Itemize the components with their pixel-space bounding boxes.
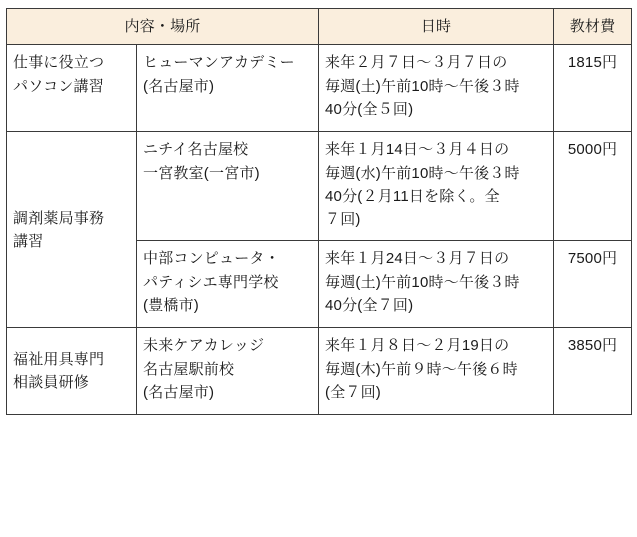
course-date-cell xyxy=(319,45,554,132)
course-date-line: 毎週(土)午前10時〜午後３時 xyxy=(325,77,520,95)
course-place-line: 名古屋駅前校 xyxy=(143,360,235,378)
course-fee-cell: 3850円 xyxy=(554,328,632,415)
table-row xyxy=(7,132,632,241)
course-place-line: ヒューマンアカデミー xyxy=(143,54,295,72)
course-date-line: 毎週(水)午前10時〜午後３時 xyxy=(325,164,520,182)
table-row xyxy=(7,328,632,415)
course-place-line: (豊橋市) xyxy=(143,296,199,314)
course-name-cell xyxy=(7,328,137,415)
course-date-line: 40分(２月11日を除く。全 xyxy=(325,187,500,205)
course-place-line: ニチイ名古屋校 xyxy=(143,141,249,159)
table-header xyxy=(7,9,632,45)
course-date-line: 毎週(土)午前10時〜午後３時 xyxy=(325,273,520,291)
course-date-line: 40分(全５回) xyxy=(325,100,414,118)
course-date-line: 来年１月８日〜２月19日の xyxy=(325,337,510,355)
course-name-line: 福祉用具専門 xyxy=(13,351,105,368)
course-date-line: (全７回) xyxy=(325,383,382,401)
course-name-line: 仕事に役立つ xyxy=(13,54,105,72)
course-date-cell xyxy=(319,132,554,241)
column-header-fee: 教材費 xyxy=(554,9,632,45)
course-date-line: 毎週(木)午前９時〜午後６時 xyxy=(325,360,518,378)
course-place-cell xyxy=(137,132,319,241)
course-place-line: 未来ケアカレッジ xyxy=(143,337,265,355)
course-place-cell xyxy=(137,45,319,132)
course-date-line: 来年１月24日〜３月７日の xyxy=(325,250,510,268)
course-name-line: 調剤薬局事務 xyxy=(13,209,105,227)
course-name-line: パソコン講習 xyxy=(13,77,104,95)
course-date-cell xyxy=(319,241,554,328)
table-row xyxy=(7,45,632,132)
course-place-line: 一宮教室(一宮市) xyxy=(143,164,260,182)
column-header-content-place: 内容・場所 xyxy=(7,9,319,45)
course-place-cell xyxy=(137,241,319,328)
course-place-line: (名古屋市) xyxy=(143,77,215,95)
column-header-datetime: 日時 xyxy=(319,9,554,45)
course-date-line: 来年１月14日〜３月４日の xyxy=(325,141,510,159)
course-date-line: 来年２月７日〜３月７日の xyxy=(325,54,508,72)
course-place-line: 中部コンピュータ・ xyxy=(143,250,280,268)
course-name-line: 相談員研修 xyxy=(13,374,90,392)
course-date-line: ７回) xyxy=(325,211,361,228)
course-place-line: パティシエ専門学校 xyxy=(143,273,279,291)
course-place-line: (名古屋市) xyxy=(143,383,215,401)
course-fee-cell: 7500円 xyxy=(554,241,632,328)
course-date-line: 40分(全７回) xyxy=(325,296,414,314)
course-fee-cell: 5000円 xyxy=(554,132,632,241)
course-fee-cell: 1815円 xyxy=(554,45,632,132)
course-name-line: 講習 xyxy=(13,232,44,250)
course-name-cell xyxy=(7,132,137,328)
course-name-cell xyxy=(7,45,137,132)
table-body xyxy=(7,45,632,415)
course-table xyxy=(6,8,632,415)
table-header-row xyxy=(7,9,632,45)
course-place-cell xyxy=(137,328,319,415)
course-date-cell xyxy=(319,328,554,415)
